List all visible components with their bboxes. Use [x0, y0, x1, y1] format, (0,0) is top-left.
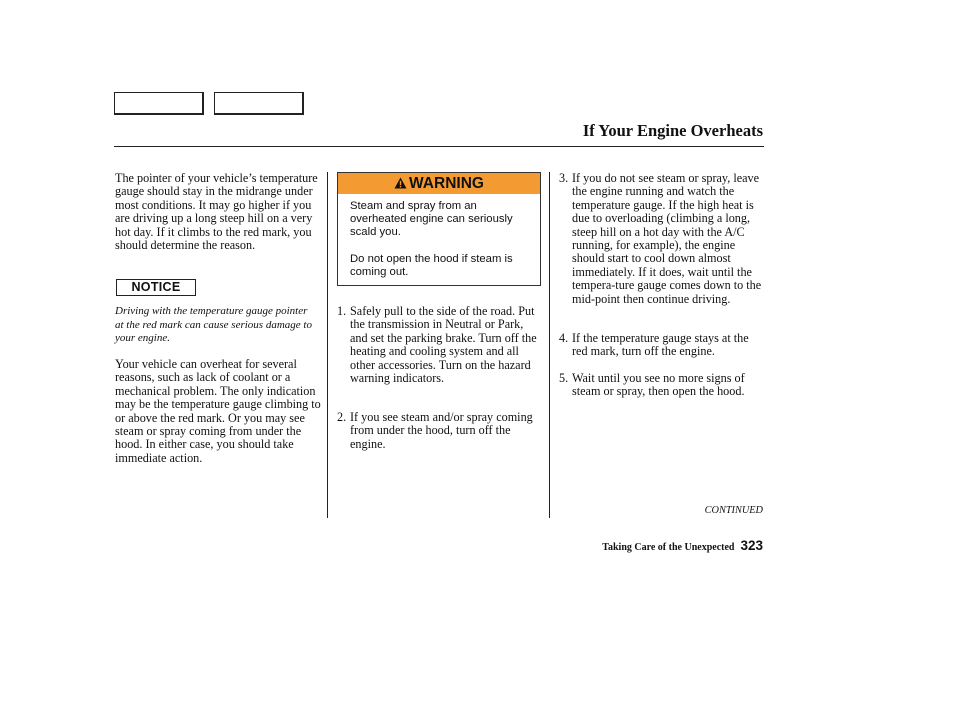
continued-label: CONTINUED: [704, 505, 763, 516]
step-number: 1.: [337, 304, 347, 318]
column-divider-1: [327, 172, 328, 518]
step-number: 3.: [559, 171, 569, 185]
notice-label: NOTICE: [116, 279, 196, 296]
intro-paragraph: The pointer of your vehicle’s temperature gauge should stay in the midrange under most conditions. It may go higher if you are driving up a long steep hill on a very hot day. If it climbs to the red mark, you should determine the reason.: [115, 171, 318, 253]
step-2: [337, 411, 541, 451]
step-text: If you do not see steam or spray, leave the engine running and watch the temperature gauge. If the high heat is due to overloading (climbing a long, steep hill on a hot day with the A/C running, for example), the engine should start to cool down almost immediately. If it does, wait until the tempera-ture gauge comes down to the mid-point then continue driving.: [572, 171, 762, 306]
step-number: 4.: [559, 331, 569, 345]
page-number: 323: [740, 538, 763, 553]
nav-button-2[interactable]: [214, 92, 304, 115]
title-rule: [114, 146, 764, 147]
page-footer: [602, 537, 763, 555]
step-3: [559, 172, 769, 306]
step-number: 5.: [559, 371, 569, 385]
notice-text: Driving with the temperature gauge pointer at the red mark can cause serious damage to your engine.: [115, 305, 312, 344]
column-divider-2: [549, 172, 550, 518]
page-title: If Your Engine Overheats: [582, 121, 763, 140]
section-name: Taking Care of the Unexpected: [602, 542, 735, 553]
step-5: [559, 372, 769, 399]
step-text: If the temperature gauge stays at the red mark, turn off the engine.: [572, 331, 749, 359]
nav-button-1[interactable]: [114, 92, 204, 115]
step-text: If you see steam and/or spray coming from under the hood, turn off the engine.: [350, 410, 533, 451]
warning-triangle-icon: [394, 177, 407, 189]
warning-header: [338, 173, 540, 194]
overheat-paragraph: Your vehicle can overheat for several reasons, such as lack of coolant or a mechanical problem. The only indication may be the temperature gauge climbing to or above the red mark. Or you may see steam or spray coming from under the hood. In either case, you should take immediate action.: [115, 357, 321, 465]
step-4: [559, 332, 769, 359]
warning-text-1: Steam and spray from an overheated engine can seriously scald you.: [350, 200, 513, 239]
step-1: [337, 305, 541, 385]
step-text: Safely pull to the side of the road. Put the transmission in Neutral or Park, and set the parking brake. Turn off the heating and cooling system and all other accessories. Turn on the hazard warning indicators.: [350, 304, 537, 386]
warning-box: [337, 172, 541, 286]
warning-label: WARNING: [409, 175, 484, 192]
step-text: Wait until you see no more signs of steam or spray, then open the hood.: [572, 371, 745, 399]
step-number: 2.: [337, 410, 347, 424]
warning-text-2: Do not open the hood if steam is coming out.: [350, 253, 513, 279]
